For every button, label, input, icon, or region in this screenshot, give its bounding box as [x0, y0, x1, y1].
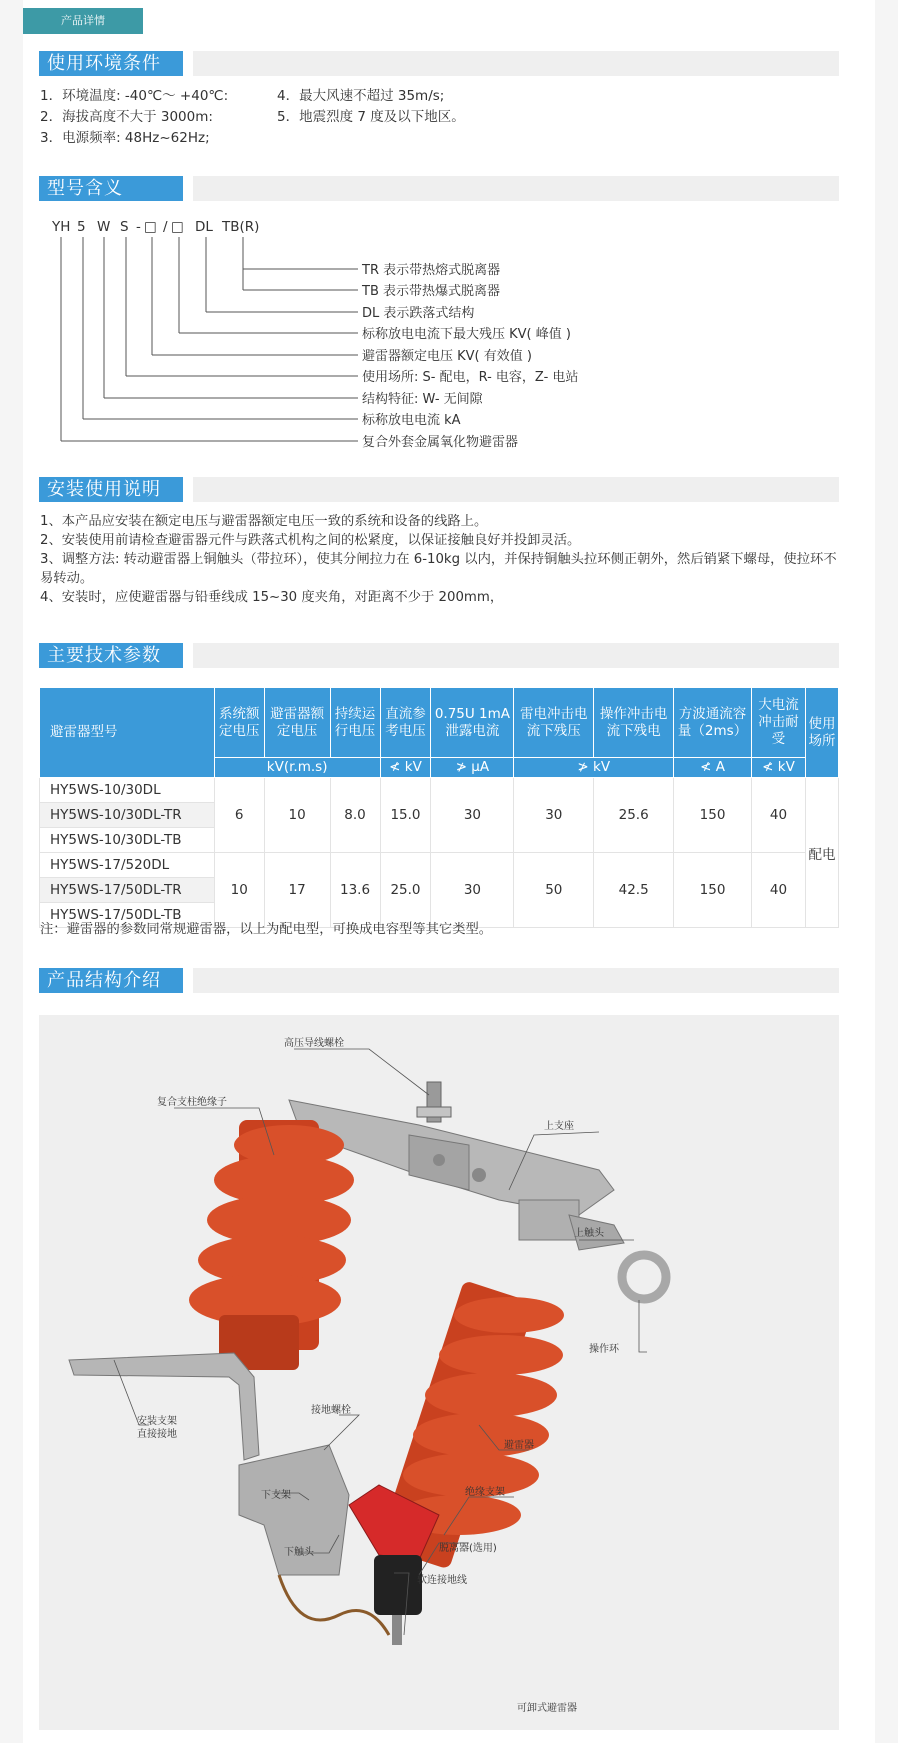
install-item: 3、调整方法: 转动避雷器上铜触头（带拉环），使其分闸拉力在 6-10kg 以内，并保持铜触头拉环侧正朝外，然后销紧下螺母，使拉环不易转动。 [40, 552, 837, 586]
tab-product-details[interactable]: 产品详情 [23, 8, 143, 34]
code-5: 5 [77, 219, 86, 235]
unit-a: ≮ A [674, 758, 752, 778]
value-cell: 13.6 [330, 853, 380, 928]
meaning-type: 复合外套金属氧化物避雷器 [362, 435, 519, 450]
meaning-structure: 结构特征: W- 无间隙 [362, 392, 483, 407]
col-leakage: 0.75U 1mA 泄露电流 [431, 688, 514, 758]
table-row [40, 853, 839, 878]
env-item: 4．最大风速不超过 35m/s; [277, 88, 445, 104]
value-cell: 30 [431, 853, 514, 928]
model-code-diagram [40, 208, 640, 456]
label-disconnector: 脱离器(选用) [439, 1543, 497, 1554]
env-item: 1．环境温度: -40℃～ +40℃: [40, 88, 229, 104]
arrester-illustration [39, 1015, 839, 1730]
label-lower-contact: 下触头 [284, 1547, 314, 1558]
col-high-current: 大电流冲击耐受 [752, 688, 806, 758]
usage-cell: 配电 [805, 778, 838, 928]
code-box-2: □ [171, 219, 184, 235]
col-rated-voltage: 避雷器额定电压 [264, 688, 330, 758]
unit-kv-rms: kV(r.m.s) [214, 758, 380, 778]
bracket-lines [61, 237, 358, 441]
meaning-usage: 使用场所: S- 配电，R- 电容，Z- 电站 [362, 370, 579, 385]
value-cell: 15.0 [380, 778, 431, 853]
table-row [40, 778, 839, 803]
env-list-right [277, 86, 465, 128]
env-list-left [40, 86, 228, 149]
section-title: 产品结构介绍 [39, 968, 183, 993]
col-square-wave: 方波通流容量（2ms） [674, 688, 752, 758]
col-lightning-residual: 雷电冲击电流下残压 [514, 688, 594, 758]
label-hv-bolt: 高压导线螺栓 [284, 1038, 344, 1049]
install-item: 4、安装时，应使避雷器与铅垂线成 15~30 度夹角，对距离不少于 200mm， [40, 590, 504, 605]
header-row [40, 688, 839, 758]
install-notes [40, 512, 840, 607]
meaning-residual: 标称放电电流下最大残压 KV( 峰值 ) [362, 327, 571, 342]
install-item: 1、本产品应安装在额定电压与避雷器额定电压一致的系统和设备的线路上。 [40, 514, 488, 529]
code-w: W [97, 219, 111, 235]
value-cell: 30 [514, 778, 594, 853]
meaning-tb: TB 表示带热爆式脱离器 [362, 284, 500, 299]
table-note: 注：避雷器的参数同常规避雷器，以上为配电型，可换成电容型等其它类型。 [40, 922, 493, 937]
col-switching-residual: 操作冲击电流下残电 [594, 688, 674, 758]
value-cell: 40 [752, 778, 806, 853]
env-item: 3．电源频率: 48Hz~62Hz; [40, 130, 210, 146]
disconnector [374, 1555, 422, 1645]
meaning-dl: DL 表示跌落式结构 [362, 306, 475, 321]
value-cell: 6 [214, 778, 264, 853]
col-dc-reference: 直流参考电压 [380, 688, 431, 758]
section-title: 安装使用说明 [39, 477, 183, 502]
section-title: 型号含义 [39, 176, 183, 201]
params-table [39, 687, 839, 928]
meaning-rated: 避雷器额定电压 KV( 有效值 ) [362, 349, 532, 364]
section-header-install [39, 477, 839, 502]
model-cell: HY5WS-17/50DL-TR [40, 878, 215, 903]
section-header-structure [39, 968, 839, 993]
left-margin-rail [0, 0, 23, 1743]
col-model: 避雷器型号 [40, 688, 215, 778]
code-dl: DL [195, 219, 213, 235]
label-ground-bolt: 接地螺栓 [311, 1405, 351, 1416]
value-cell: 8.0 [330, 778, 380, 853]
section-header-params [39, 643, 839, 668]
col-usage: 使用场所 [805, 688, 838, 778]
model-cell: HY5WS-10/30DL-TR [40, 803, 215, 828]
value-cell: 150 [674, 778, 752, 853]
hv-bolt [417, 1082, 451, 1122]
label-soft-wire: 软连接地线 [417, 1575, 467, 1586]
value-cell: 42.5 [594, 853, 674, 928]
right-margin-rail [875, 0, 898, 1743]
meaning-tr: TR 表示带热熔式脱离器 [362, 263, 501, 278]
value-cell: 30 [431, 778, 514, 853]
upper-contact [519, 1200, 666, 1299]
code-tbr: TB(R) [222, 219, 260, 235]
soft-ground-wire [279, 1575, 389, 1635]
section-header-env [39, 51, 839, 76]
code-s: S [120, 219, 129, 235]
code-box-1: □ [144, 219, 157, 235]
section-bar [193, 477, 839, 502]
unit-kv-max: ≯ kV [514, 758, 674, 778]
label-insulated-bracket: 绝缘支架 [465, 1487, 505, 1498]
section-bar [193, 51, 839, 76]
install-bracket [69, 1353, 259, 1460]
value-cell: 17 [264, 853, 330, 928]
diagram-caption: 可卸式避雷器 [517, 1703, 577, 1714]
value-cell: 25.6 [594, 778, 674, 853]
unit-ua: ≯ μA [431, 758, 514, 778]
install-item: 2、安装使用前请检查避雷器元件与跌落式机构之间的松紧度，以保证接触良好并投卸灵活。 [40, 533, 581, 548]
label-insulator: 复合支柱绝缘子 [157, 1097, 227, 1108]
label-ring: 操作环 [589, 1344, 619, 1355]
model-cell: HY5WS-10/30DL [40, 778, 215, 803]
model-cell: HY5WS-17/520DL [40, 853, 215, 878]
label-bracket-a: 安装支架 [137, 1416, 177, 1427]
model-cell: HY5WS-17/50DL-TB [40, 903, 215, 928]
label-arrester: 避雷器 [504, 1440, 534, 1451]
value-cell: 50 [514, 853, 594, 928]
composite-insulator [189, 1120, 354, 1370]
label-upper-seat: 上支座 [544, 1121, 574, 1132]
value-cell: 150 [674, 853, 752, 928]
section-header-model [39, 176, 839, 201]
value-cell: 25.0 [380, 853, 431, 928]
env-item: 5．地震烈度 7 度及以下地区。 [277, 109, 465, 125]
section-bar [193, 968, 839, 993]
section-bar [193, 643, 839, 668]
structure-diagram [39, 1015, 839, 1730]
value-cell: 10 [214, 853, 264, 928]
unit-kv-min: ≮ kV [380, 758, 431, 778]
env-item: 2．海拔高度不大于 3000m: [40, 109, 213, 125]
value-cell: 10 [264, 778, 330, 853]
section-title: 使用环境条件 [39, 51, 183, 76]
value-cell: 40 [752, 853, 806, 928]
meaning-current: 标称放电电流 kA [362, 413, 461, 428]
model-cell: HY5WS-10/30DL-TB [40, 828, 215, 853]
code-dash: - [136, 219, 141, 235]
unit-kv: ≮ kV [752, 758, 806, 778]
label-upper-contact: 上触头 [574, 1228, 604, 1239]
code-yh: YH [52, 219, 71, 235]
col-continuous-voltage: 持续运行电压 [330, 688, 380, 758]
label-bracket-b: 直接接地 [137, 1429, 177, 1440]
label-lower-seat: 下支架 [261, 1490, 291, 1501]
code-slash: / [163, 219, 168, 235]
section-title: 主要技术参数 [39, 643, 183, 668]
section-bar [193, 176, 839, 201]
col-system-voltage: 系统额定电压 [214, 688, 264, 758]
